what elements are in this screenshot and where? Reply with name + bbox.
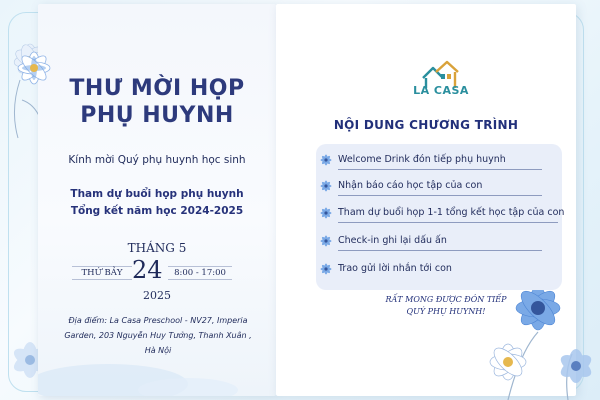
item-underline: [338, 169, 542, 170]
event-day-number: 24: [132, 256, 163, 284]
item-underline: [338, 195, 542, 196]
program-item-label: Check-in ghi lại dấu ấn: [338, 235, 447, 246]
flower-icon: [320, 235, 332, 247]
flower-icon: [320, 207, 332, 219]
event-time: 8:00 - 17:00: [168, 266, 232, 280]
brand-name: LA CASA: [413, 84, 469, 97]
attend-line2: Tổng kết năm học 2024-2025: [70, 205, 244, 217]
address-line2: Garden, 203 Nguyễn Huy Tưởng, Thanh Xuân ,: [64, 331, 252, 340]
address-line3: Hà Nội: [144, 346, 172, 355]
program-item-label: Tham dự buổi họp 1-1 tổng kết học tập của con: [338, 207, 565, 218]
event-year: 2025: [143, 289, 171, 302]
program-item-label: Welcome Drink đón tiếp phụ huynh: [338, 154, 506, 165]
program-item-label: Nhận báo cáo học tập của con: [338, 180, 483, 191]
invitation-title-line1: THƯ MỜI HỌP: [69, 76, 245, 101]
event-day-name: THỨ BẢY: [72, 266, 132, 280]
closing-line1: RẤT MONG ĐƯỢC ĐÓN TIẾP: [385, 295, 507, 304]
program-title: NỘI DUNG CHƯƠNG TRÌNH: [333, 118, 519, 132]
address-line1: Địa điểm: La Casa Preschool - NV27, Imperia: [68, 316, 248, 325]
event-address: [58, 313, 258, 358]
flower-icon: [320, 263, 332, 275]
invite-text: Kính mời Quý phụ huynh học sinh: [68, 154, 246, 166]
item-underline: [338, 222, 558, 223]
attend-line1: Tham dự buổi họp phụ huynh: [70, 188, 244, 200]
flower-icon: [320, 154, 332, 166]
invitation-title-line2: PHỤ HUYNH: [80, 103, 234, 128]
program-item-label: Trao gửi lời nhắn tới con: [338, 263, 452, 274]
closing-line2: QUÝ PHỤ HUYNH!: [406, 307, 486, 316]
flower-icon: [320, 180, 332, 192]
event-month: THÁNG 5: [127, 241, 187, 255]
item-underline: [338, 250, 542, 251]
